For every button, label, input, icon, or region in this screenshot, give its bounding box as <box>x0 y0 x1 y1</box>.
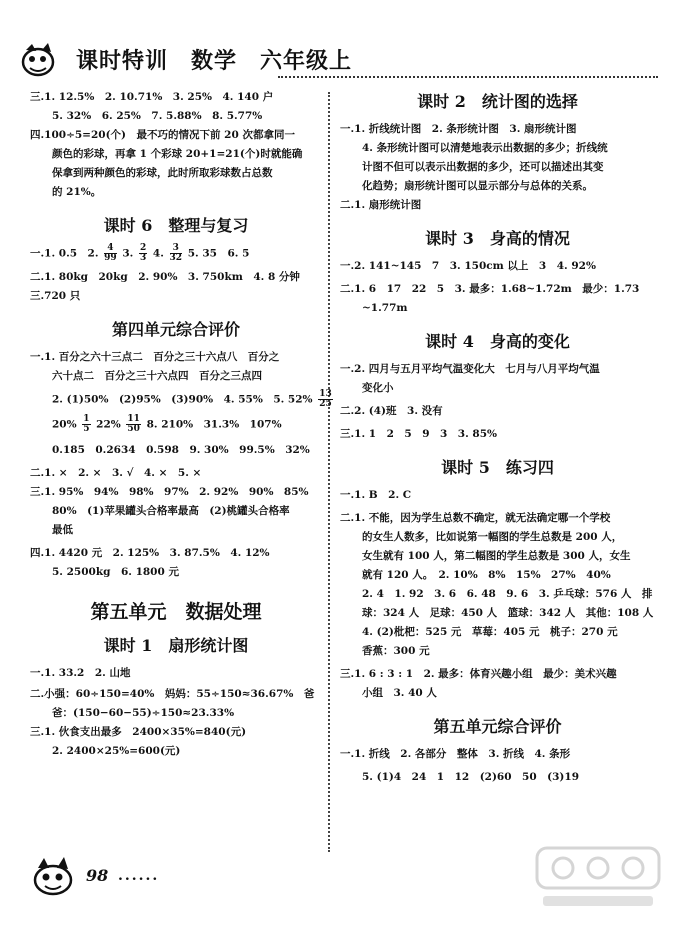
answer-line: 一.1. 33.2 2. 山地 <box>30 666 131 679</box>
right-column <box>340 88 655 787</box>
section-heading: 课时 4 身高的变化 <box>425 332 570 351</box>
answer-line: 三.1. 1 2 5 9 3 3. 85% <box>340 428 498 440</box>
watermark-logo-icon <box>533 842 663 912</box>
fraction: $\frac{13}{25}$ <box>319 388 332 409</box>
answer-line: 三.1. 伙食支出最多 2400×35%=840(元) <box>30 725 247 738</box>
answer-line: 5. 2500kg 6. 1800 元 <box>52 565 179 578</box>
answer-line: 二.1. 扇形统计图 <box>340 199 422 211</box>
left-column <box>30 88 332 761</box>
mascot-footer-icon <box>28 850 78 896</box>
answer-line: 变化小 <box>362 382 394 394</box>
page-footer <box>28 850 228 900</box>
mascot-logo-icon <box>18 40 58 80</box>
answer-text: 22% <box>96 418 121 431</box>
answer-line: 三.1. 12.5% 2. 10.71% 3. 25% 4. 140 户 <box>30 91 274 103</box>
answer-line: 三.720 只 <box>30 289 81 302</box>
answer-line: 最低 <box>52 523 73 536</box>
answer-line: 二.2. (4)班 3. 没有 <box>340 405 443 417</box>
answer-line: 小组 3. 40 人 <box>362 687 437 699</box>
answer-line: 一.1. B 2. C <box>340 489 412 501</box>
section-heading: 第四单元综合评价 <box>111 319 240 339</box>
fraction: $\frac{4}{99}$ <box>104 243 117 263</box>
page-header <box>18 40 658 84</box>
answer-line: 一.2. 四月与五月平均气温变化大 七月与八月平均气温 <box>340 363 600 375</box>
section-heading: 课时 3 身高的情况 <box>425 229 570 248</box>
answer-line: 二.1. 6 17 22 5 3. 最多：1.68~1.72m 最少：1.73 <box>340 283 640 295</box>
section-heading: 课时 1 扇形统计图 <box>103 635 249 655</box>
answer-line: 四.100÷5=20(个) 最不巧的情况下前 20 次都拿同一 <box>30 129 295 141</box>
answer-line: 2. 2400×25%=600(元) <box>52 744 181 757</box>
fraction: $\frac{11}{50}$ <box>127 414 140 434</box>
answer-line: 80% (1)苹果罐头合格率最高 (2)桃罐头合格率 <box>52 504 290 517</box>
section-heading: 课时 6 整理与复习 <box>103 216 249 235</box>
answer-line: 4. (2)枇杷：525 元 草莓：405 元 桃子：270 元 <box>362 626 618 638</box>
answer-text: 3. <box>122 247 134 260</box>
section-heading: 第五单元综合评价 <box>433 717 562 736</box>
answer-text: 20% <box>52 418 77 431</box>
answer-line: 计图不但可以表示出数据的多少，还可以描述出其变 <box>362 161 604 173</box>
answer-line: 爸：(150−60−55)÷150≈23.33% <box>52 706 235 719</box>
answer-line: 4. 条形统计图可以清楚地表示出数据的多少；折线统 <box>362 142 608 154</box>
answer-line: 一.1. 折线 2. 各部分 整体 3. 折线 4. 条形 <box>340 748 571 760</box>
header-title: 课时特训 数学 六年级上 <box>76 48 353 74</box>
answer-text: 2. (1)50% (2)95% (3)90% 4. 55% 5. 52% <box>52 393 313 405</box>
answer-line: 二.1. × 2. × 3. √ 4. × 5. × <box>30 466 202 479</box>
answer-line: 0.185 0.2634 0.598 9. 30% 99.5% 32% <box>52 443 310 456</box>
answer-line: 颜色的彩球，再拿 1 个彩球 20+1=21(个)时就能确 <box>52 148 303 160</box>
answer-line <box>30 415 322 435</box>
answer-line: 六十点二 百分之三十六点四 百分之三点四 <box>52 369 262 382</box>
answer-line: 就有 120 人。 2. 10% 8% 15% 27% 40% <box>362 569 611 581</box>
section-heading: 课时 2 统计图的选择 <box>417 92 578 111</box>
answer-line: 的女生人数多，比如说第一幅图的学生总数是 200 人， <box>362 531 623 543</box>
answer-line: 三.1. 6 : 3 : 1 2. 最多：体育兴趣小组 最少：美术兴趣 <box>340 668 617 680</box>
answer-text: 一.1. 0.5 2. <box>30 247 99 260</box>
fraction: $\frac{3}{32}$ <box>169 243 183 263</box>
fraction: $\frac{2}{3}$ <box>139 243 147 263</box>
answer-line: 一.2. 141~145 7 3. 150cm 以上 3 4. 92% <box>340 260 596 272</box>
answer-line: 5. 32% 6. 25% 7. 5.88% 8. 5.77% <box>52 110 263 122</box>
header-dotted-rule <box>278 76 658 78</box>
answer-line: ~1.77m <box>362 302 408 314</box>
answer-line: 二.1. 不能，因为学生总数不确定，就无法确定哪一个学校 <box>340 512 611 524</box>
answer-text: 4. <box>152 247 164 260</box>
answer-line: 2. 4 1. 92 3. 6 6. 48 9. 6 3. 乒乓球：576 人 排 <box>362 588 653 600</box>
answer-line: 一.1. 百分之六十三点二 百分之三十六点八 百分之 <box>30 350 280 363</box>
answer-line: 二.1. 80kg 20kg 2. 90% 3. 750km 4. 8 分钟 <box>30 270 300 283</box>
answer-line: 保拿到两种颜色的彩球，此时所取彩球数占总数 <box>52 167 273 179</box>
answer-line: 的 21%。 <box>52 186 102 198</box>
section-heading: 课时 5 练习四 <box>441 458 554 477</box>
answer-line: 四.1. 4420 元 2. 125% 3. 87.5% 4. 12% <box>30 546 270 559</box>
answer-line <box>30 244 322 264</box>
page-number: 98 <box>86 866 109 885</box>
answer-line: 香蕉：300 元 <box>362 645 430 657</box>
answer-text: 5. 35 6. 5 <box>187 247 250 260</box>
answer-line: 三.1. 95% 94% 98% 97% 2. 92% 90% 85% <box>30 485 309 498</box>
answer-line: 一.1. 折线统计图 2. 条形统计图 3. 扇形统计图 <box>340 123 577 135</box>
fraction: $\frac{1}{5}$ <box>83 414 90 434</box>
column-divider <box>328 92 330 852</box>
footer-dots: ...... <box>118 868 160 884</box>
unit-heading: 第五单元 数据处理 <box>90 600 262 623</box>
answer-line: 球：324 人 足球：450 人 篮球：342 人 其他：108 人 <box>362 607 654 619</box>
answer-text: 8. 210% 31.3% 107% <box>146 418 282 431</box>
answer-line <box>30 388 332 410</box>
answer-line: 二.小强：60÷150=40% 妈妈：55÷150≈36.67% 爸 <box>30 687 315 700</box>
answer-line: 女生就有 100 人，第二幅图的学生总数是 300 人，女生 <box>362 550 631 562</box>
answer-line: 化趋势；扇形统计图可以显示部分与总体的关系。 <box>362 180 593 192</box>
answer-line: 5. (1)4 24 1 12 (2)60 50 (3)19 <box>362 771 580 783</box>
